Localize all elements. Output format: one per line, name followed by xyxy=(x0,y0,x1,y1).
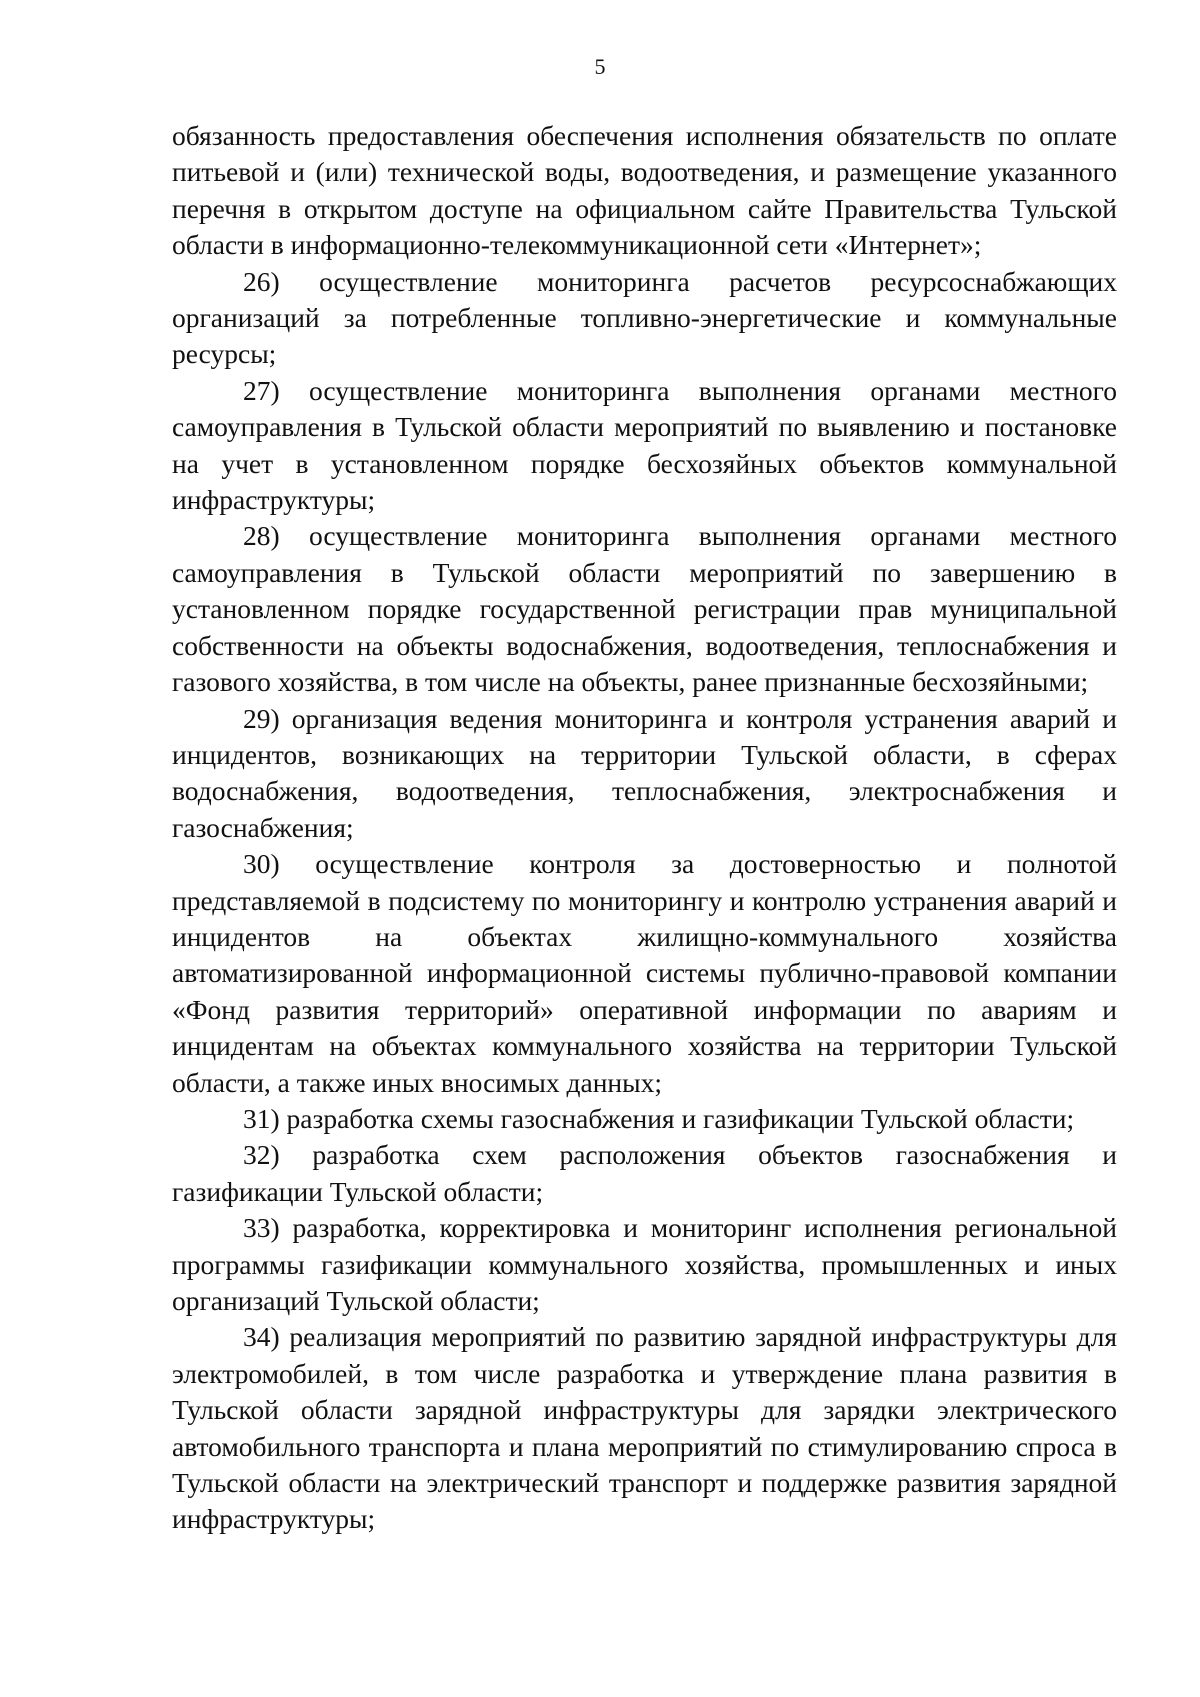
paragraph-item-33: 33) разработка, корректировка и мониторинг исполнения региональной программы газификации коммунального хозяйства, промышленных и иных организаций Тульской области; xyxy=(172,1212,1117,1316)
page-number: 5 xyxy=(594,54,606,79)
paragraph-item-27: 27) осуществление мониторинга выполнения органами местного самоуправления в Тульской области мероприятий по выявлению и постановке на учет в установленном порядке бесхозяйных объектов коммунальной инфраструктуры; xyxy=(172,374,1117,516)
paragraph-item-29: 29) организация ведения мониторинга и контроля устранения аварий и инцидентов, возникающих на территории Тульской области, в сферах водоснабжения, водоотведения, теплоснабжения, электроснабжения и газоснабжения; xyxy=(172,702,1117,843)
paragraph-item-32: 32) разработка схем расположения объектов газоснабжения и газификации Тульской области; xyxy=(172,1139,1117,1207)
paragraph-continuation: обязанность предоставления обеспечения исполнения обязательств по оплате питьевой и (или) технической воды, водоотведения, и размещение указанного перечня в открытом доступе на официальном сайте Правительства Тульской области в информационно-телекоммуникационной сети «Интернет»; xyxy=(172,120,1117,261)
paragraph-item-34: 34) реализация мероприятий по развитию зарядной инфраструктуры для электромобилей, в том числе разработка и утверждение плана развития в Тульской области зарядной инфраструктуры для зарядки электрического автомобильного транспорта и плана мероприятий по стимулированию спроса в Тульской области на электрический транспорт и поддержке развития зарядной инфраструктуры; xyxy=(172,1321,1117,1535)
paragraph-item-31: 31) разработка схемы газоснабжения и газификации Тульской области; xyxy=(243,1102,1075,1134)
paragraph-item-30: 30) осуществление контроля за достоверностью и полнотой представляемой в подсистему по мониторингу и контролю устранения аварий и инцидентов на объектах жилищно-коммунального хозяйства автоматизированной информационной системы публично-правовой компании «Фонд развития территорий» оперативной информации по авариям и инцидентам на объектах коммунального хозяйства на территории Тульской области, а также иных вносимых данных; xyxy=(172,848,1117,1098)
paragraph-item-28: 28) осуществление мониторинга выполнения органами местного самоуправления в Тульской области мероприятий по завершению в установленном порядке государственной регистрации прав муниципальной собственности на объекты водоснабжения, водоотведения, теплоснабжения и газового хозяйства, в том числе на объекты, ранее признанные бесхозяйными; xyxy=(172,520,1117,698)
document-body xyxy=(172,118,1117,1538)
paragraph-item-26: 26) осуществление мониторинга расчетов ресурсоснабжающих организаций за потребленные топливно-энергетические и коммунальные ресурсы; xyxy=(172,265,1117,370)
